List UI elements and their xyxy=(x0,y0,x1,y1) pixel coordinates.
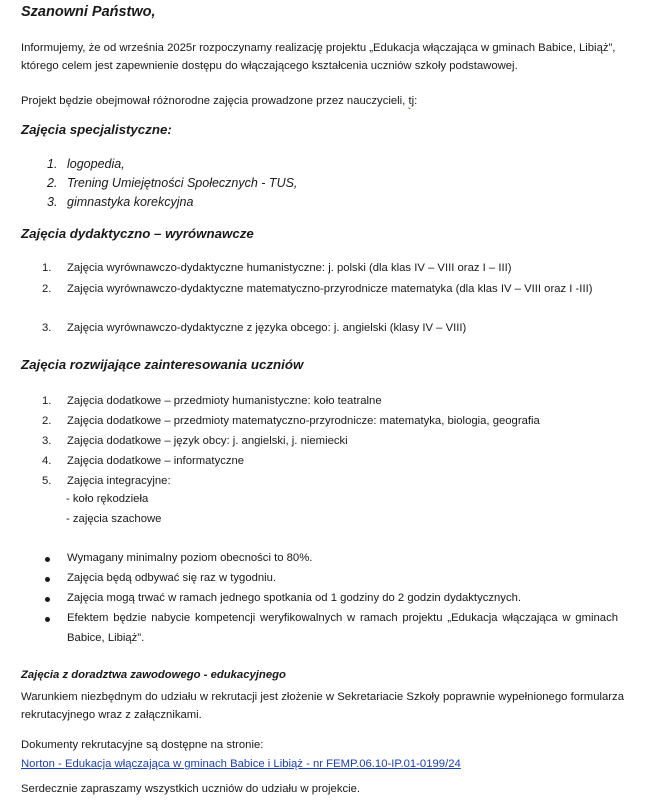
spellcheck-word: tj xyxy=(408,95,415,107)
list-text: Trening Umiejętności Społecznych - TUS, xyxy=(67,176,298,190)
list-text: logopedia, xyxy=(67,157,125,171)
list-text: Zajęcia dodatkowe – informatyczne xyxy=(67,455,245,467)
list-number: 2. xyxy=(47,176,58,190)
list-number: 3. xyxy=(47,195,58,209)
didactic-heading: Zajęcia dydaktyczno – wyrównawcze xyxy=(21,226,254,241)
greeting: Szanowni Państwo, xyxy=(21,4,156,20)
documents-line: Dokumenty rekrutacyjne są dostępne na stronie: xyxy=(21,739,264,751)
bullet-dot xyxy=(45,597,50,602)
list-item xyxy=(42,260,618,278)
bullet-text: Efektem będzie nabycie kompetencji weryfikowalnych w ramach projektu „Edukacja włączająca w gminach Babice, Libiąż”. xyxy=(67,612,618,644)
bullet-dot xyxy=(45,577,50,582)
specialist-heading: Zajęcia specjalistyczne: xyxy=(21,122,172,137)
bullet-item xyxy=(45,609,618,648)
interests-heading: Zajęcia rozwijające zainteresowania uczniów xyxy=(21,357,304,372)
project-line-end: : xyxy=(414,95,418,107)
sub-item: - zajęcia szachowe xyxy=(66,513,162,525)
list-item xyxy=(42,453,618,471)
bullet-text: Zajęcia będą odbywać się raz w tygodniu. xyxy=(67,572,277,584)
list-item xyxy=(42,413,618,431)
bullet-item xyxy=(45,589,618,609)
sub-item: - koło rękodzieła xyxy=(66,493,149,505)
list-text: Zajęcia integracyjne: xyxy=(67,475,171,487)
career-paragraph: Warunkiem niezbędnym do udziału w rekrutacji jest złożenie w Sekretariacie Szkoły poprawnie wypełnionego formularza rekrutacyjnego wraz z załącznikami. xyxy=(21,691,624,721)
list-item xyxy=(42,393,618,411)
list-number: 3. xyxy=(42,435,52,447)
list-number: 3. xyxy=(42,322,52,334)
list-text: gimnastyka korekcyjna xyxy=(67,195,194,209)
career-heading: Zajęcia z doradztwa zawodowego - edukacyjnego xyxy=(21,669,286,681)
list-number: 2. xyxy=(42,415,52,427)
bullet-text: Zajęcia mogą trwać w ramach jednego spotkania od 1 godziny do 2 godzin dydaktycznych. xyxy=(67,592,522,604)
list-item xyxy=(42,281,618,299)
list-text: Zajęcia wyrównawczo-dydaktyczne humanistyczne: j. polski (dla klas IV – VIII oraz I – III) xyxy=(67,262,512,274)
intro-paragraph: Informujemy, że od września 2025r rozpoczynamy realizację projektu „Edukacja włączająca w gminach Babice, Libiąż”, którego celem jest zapewnienie dostępu do włączającego kształcenia uczniów szkoły podstawowej. xyxy=(21,42,616,72)
list-text: Zajęcia dodatkowe – język obcy: j. angielski, j. niemiecki xyxy=(67,435,348,447)
list-item xyxy=(42,473,618,491)
list-item xyxy=(47,174,648,193)
bullet-dot xyxy=(45,617,50,622)
list-number: 1. xyxy=(47,157,58,171)
recruitment-link[interactable]: Norton - Edukacja włączająca w gminach Babice i Libiąż - nr FEMP.06.10-IP.01-0199/24 xyxy=(21,758,461,770)
list-text: Zajęcia dodatkowe – przedmioty matematyczno-przyrodnicze: matematyka, biologia, geografia xyxy=(67,415,540,427)
bullet-item xyxy=(45,549,618,569)
list-text: Zajęcia wyrównawczo-dydaktyczne z języka obcego: j. angielski (klasy IV – VIII) xyxy=(67,322,467,334)
project-line-text: Projekt będzie obejmował różnorodne zajęcia prowadzone przez nauczycieli, xyxy=(21,95,409,107)
list-number: 4. xyxy=(42,455,52,467)
list-number: 1. xyxy=(42,262,52,274)
list-text: Zajęcia wyrównawczo-dydaktyczne matematyczno-przyrodnicze matematyka (dla klas IV – VIII oraz I -III) xyxy=(67,283,593,295)
list-item xyxy=(42,320,618,338)
list-number: 5. xyxy=(42,475,52,487)
list-item xyxy=(47,193,648,212)
project-line xyxy=(21,93,624,111)
bullet-text: Wymagany minimalny poziom obecności to 80%. xyxy=(67,552,313,564)
bullet-item xyxy=(45,569,618,589)
list-item xyxy=(42,433,618,451)
list-number: 2. xyxy=(42,283,52,295)
list-number: 1. xyxy=(42,395,52,407)
bullet-dot xyxy=(45,557,50,562)
list-item xyxy=(47,155,648,174)
list-text: Zajęcia dodatkowe – przedmioty humanistyczne: koło teatralne xyxy=(67,395,382,407)
closing-line: Serdecznie zapraszamy wszystkich uczniów do udziału w projekcie. xyxy=(21,783,361,795)
